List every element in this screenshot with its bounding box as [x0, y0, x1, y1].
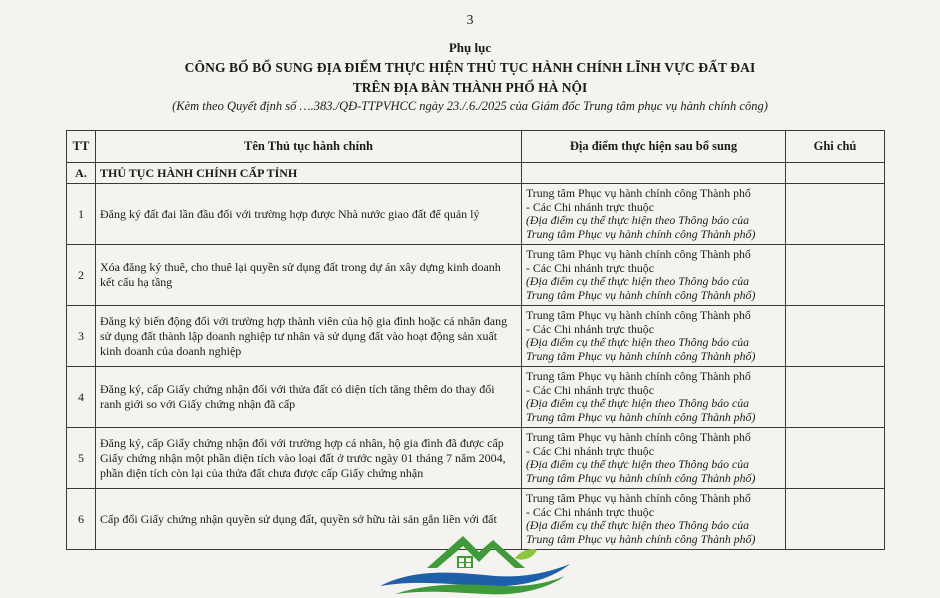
row-index: 6 — [67, 489, 96, 550]
location-note-line-1: (Địa điểm cụ thể thực hiện theo Thông báo của — [526, 335, 749, 349]
location-note-line-2: Trung tâm Phục vụ hành chính công Thành phố) — [526, 348, 756, 363]
document-title-line-1: CÔNG BỐ BỔ SUNG ĐỊA ĐIỂM THỰC HIỆN THỦ TỤC HÀNH CHÍNH LĨNH VỰC ĐẤT ĐAI — [184, 60, 756, 75]
location-note-line-2: Trung tâm Phục vụ hành chính công Thành phố) — [526, 531, 756, 546]
table-row — [67, 367, 885, 428]
location-line-1: Trung tâm Phục vụ hành chính công Thành phố — [526, 491, 751, 505]
wave-shape — [380, 564, 570, 586]
procedure-name: Xóa đăng ký thuê, cho thuê lại quyền sử dụng đất trong dự án xây dựng kinh doanh kết cấu hạ tầng — [96, 245, 522, 306]
procedure-name: Đăng ký, cấp Giấy chứng nhận đối với thửa đất có diện tích tăng thêm do thay đổi ranh giới so với Giấy chứng nhận đã cấp — [96, 367, 522, 428]
leaf-icon — [515, 549, 537, 560]
location-note-line-1: (Địa điểm cụ thể thực hiện theo Thông báo của — [526, 518, 749, 532]
house-mountain-logo — [375, 528, 575, 598]
section-row — [67, 163, 885, 184]
header-note: Ghi chú — [786, 131, 885, 163]
location-line-1: Trung tâm Phục vụ hành chính công Thành phố — [526, 247, 751, 261]
location-note-line-1: (Địa điểm cụ thể thực hiện theo Thông báo của — [526, 457, 749, 471]
note-cell — [786, 489, 885, 550]
location-note-line-1: (Địa điểm cụ thể thực hiện theo Thông báo của — [526, 213, 749, 227]
location-cell — [522, 306, 786, 367]
procedure-name: Cấp đổi Giấy chứng nhận quyền sử dụng đất, quyền sở hữu tài sản gắn liền với đất — [96, 489, 522, 550]
location-cell — [522, 428, 786, 489]
location-line-1: Trung tâm Phục vụ hành chính công Thành phố — [526, 308, 751, 322]
location-note-line-2: Trung tâm Phục vụ hành chính công Thành phố) — [526, 287, 756, 302]
location-line-2: - Các Chi nhánh trực thuộc — [526, 321, 654, 336]
table-row — [67, 306, 885, 367]
note-cell — [786, 428, 885, 489]
location-note-line-2: Trung tâm Phục vụ hành chính công Thành phố) — [526, 226, 756, 241]
table-row — [67, 428, 885, 489]
location-cell — [522, 184, 786, 245]
procedures-table — [66, 130, 885, 550]
row-index: 4 — [67, 367, 96, 428]
document-subtitle: (Kèm theo Quyết định số ….383./QĐ-TTPVHCC ngày 23./.6./2025 của Giám đốc Trung tâm phục vụ hành chính công) — [172, 99, 768, 113]
location-note-line-1: (Địa điểm cụ thể thực hiện theo Thông báo của — [526, 396, 749, 410]
table-header-row — [67, 131, 885, 163]
header-tt: TT — [67, 131, 96, 163]
row-index: 1 — [67, 184, 96, 245]
note-cell — [786, 367, 885, 428]
location-note-line-1: (Địa điểm cụ thể thực hiện theo Thông báo của — [526, 274, 749, 288]
location-cell — [522, 367, 786, 428]
location-line-1: Trung tâm Phục vụ hành chính công Thành phố — [526, 186, 751, 200]
row-index: 2 — [67, 245, 96, 306]
table-row — [67, 184, 885, 245]
mountain-shape — [427, 536, 525, 568]
table-row — [67, 245, 885, 306]
location-line-2: - Các Chi nhánh trực thuộc — [526, 504, 654, 519]
header-location: Địa điểm thực hiện sau bổ sung — [522, 131, 786, 163]
procedure-name: Đăng ký biến động đối với trường hợp thành viên của hộ gia đình hoặc cá nhân đang sử dụng đất thành lập doanh nghiệp tư nhân và sử dụng đất vào hoạt động sản xuất kinh doanh của doanh nghiệp — [96, 306, 522, 367]
section-empty-cell — [786, 163, 885, 184]
procedure-name: Đăng ký, cấp Giấy chứng nhận đối với trường hợp cá nhân, hộ gia đình đã được cấp Giấy chứng nhận một phần diện tích vào loại đất ở trước ngày 01 tháng 7 năm 2004, phần diện tích còn lại của thửa đất chưa được cấp Giấy chứng nhận — [96, 428, 522, 489]
row-index: 5 — [67, 428, 96, 489]
location-line-2: - Các Chi nhánh trực thuộc — [526, 260, 654, 275]
location-line-1: Trung tâm Phục vụ hành chính công Thành phố — [526, 369, 751, 383]
location-line-2: - Các Chi nhánh trực thuộc — [526, 199, 654, 214]
location-line-2: - Các Chi nhánh trực thuộc — [526, 443, 654, 458]
location-note-line-2: Trung tâm Phục vụ hành chính công Thành phố) — [526, 409, 756, 424]
location-note-line-2: Trung tâm Phục vụ hành chính công Thành phố) — [526, 470, 756, 485]
note-cell — [786, 184, 885, 245]
location-line-1: Trung tâm Phục vụ hành chính công Thành phố — [526, 430, 751, 444]
note-cell — [786, 306, 885, 367]
document-title-line-2: TRÊN ĐỊA BÀN THÀNH PHỐ HÀ NỘI — [352, 80, 588, 95]
page-number: 3 — [466, 13, 474, 28]
section-index: A. — [67, 163, 96, 184]
procedure-name: Đăng ký đất đai lần đầu đối với trường hợp được Nhà nước giao đất để quản lý — [96, 184, 522, 245]
section-empty-cell — [522, 163, 786, 184]
location-line-2: - Các Chi nhánh trực thuộc — [526, 382, 654, 397]
note-cell — [786, 245, 885, 306]
appendix-label: Phụ lục — [448, 40, 492, 55]
header-procedure-name: Tên Thủ tục hành chính — [96, 131, 522, 163]
row-index: 3 — [67, 306, 96, 367]
section-label: THỦ TỤC HÀNH CHÍNH CẤP TỈNH — [96, 163, 522, 184]
location-cell — [522, 245, 786, 306]
